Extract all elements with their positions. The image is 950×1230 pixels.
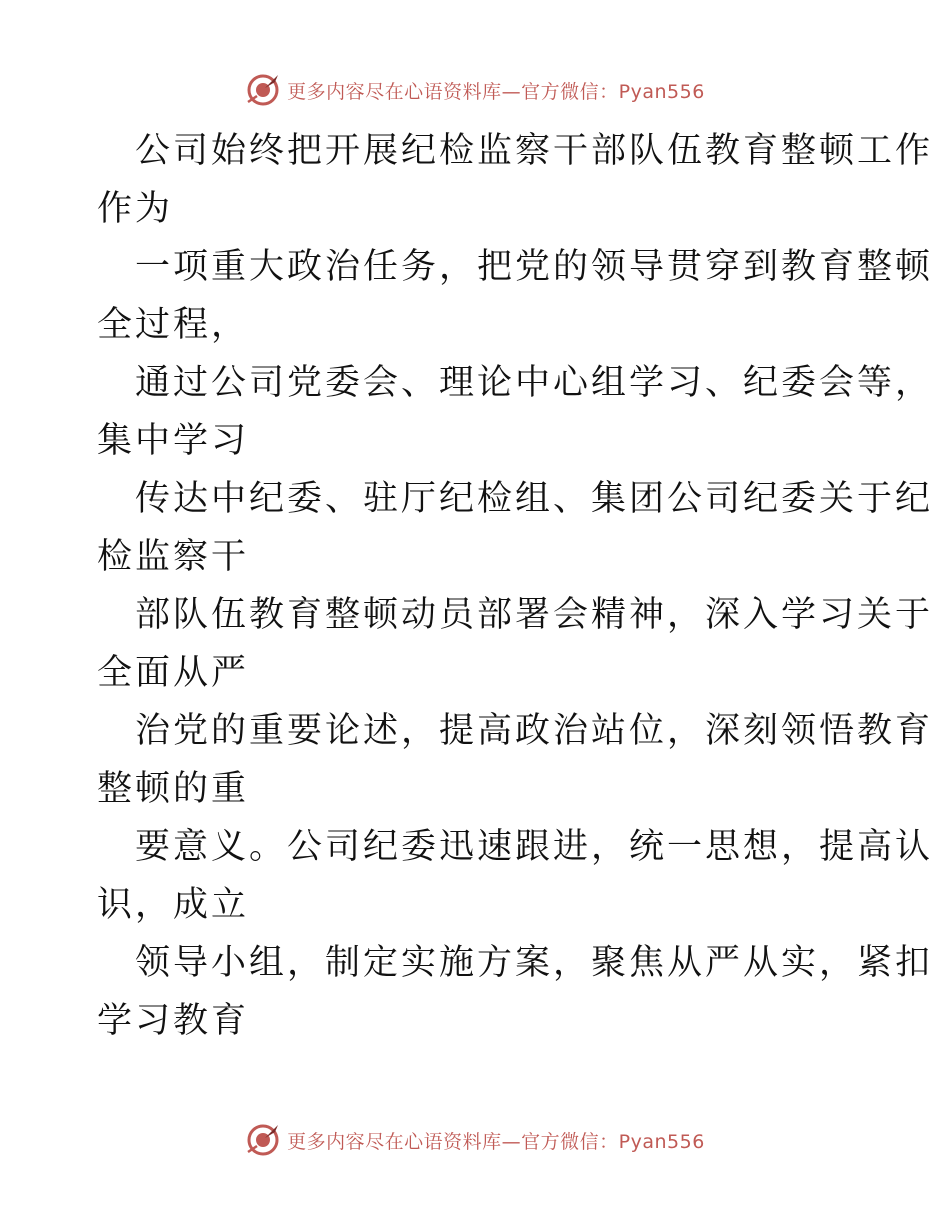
paragraph (97, 934, 934, 1050)
quill-logo-icon (245, 1122, 281, 1158)
document-body (97, 122, 934, 1050)
paragraph-line: 要意义。公司纪委迅速跟进，统一思想，提高认 (135, 827, 934, 867)
paragraph-line: 全过程， (97, 305, 250, 345)
paragraph-line: 领导小组，制定实施方案，聚焦从严从实，紧扣 (135, 943, 934, 983)
paragraph-line: 整顿的重 (97, 769, 250, 809)
paragraph (97, 818, 934, 934)
paragraph-line: 通过公司党委会、理论中心组学习、纪委会等， (135, 363, 934, 403)
paragraph-line: 全面从严 (97, 653, 250, 693)
paragraph-line: 集中学习 (97, 421, 250, 461)
watermark-text: 更多内容尽在心语资料库—官方微信：Pyan556 (287, 1130, 705, 1153)
paragraph (97, 702, 934, 818)
paragraph (97, 354, 934, 470)
paragraph-line: 治党的重要论述，提高政治站位，深刻领悟教育 (135, 711, 934, 751)
header-watermark (0, 70, 950, 110)
quill-logo-icon (245, 72, 281, 108)
paragraph-line: 检监察干 (97, 537, 250, 577)
paragraph (97, 122, 934, 238)
paragraph-line: 部队伍教育整顿动员部署会精神，深入学习关于 (135, 595, 934, 635)
paragraph (97, 586, 934, 702)
paragraph-line: 学习教育 (97, 1001, 250, 1041)
paragraph-line: 传达中纪委、驻厅纪检组、集团公司纪委关于纪 (135, 479, 934, 519)
paragraph-line: 作为 (97, 189, 174, 229)
paragraph-line: 识，成立 (97, 885, 250, 925)
paragraph-line: 公司始终把开展纪检监察干部队伍教育整顿工作 (135, 131, 934, 171)
paragraph-line: 一项重大政治任务，把党的领导贯穿到教育整顿 (135, 247, 934, 287)
paragraph (97, 470, 934, 586)
watermark-text: 更多内容尽在心语资料库—官方微信：Pyan556 (287, 80, 705, 103)
paragraph (97, 238, 934, 354)
footer-watermark (0, 1120, 950, 1160)
